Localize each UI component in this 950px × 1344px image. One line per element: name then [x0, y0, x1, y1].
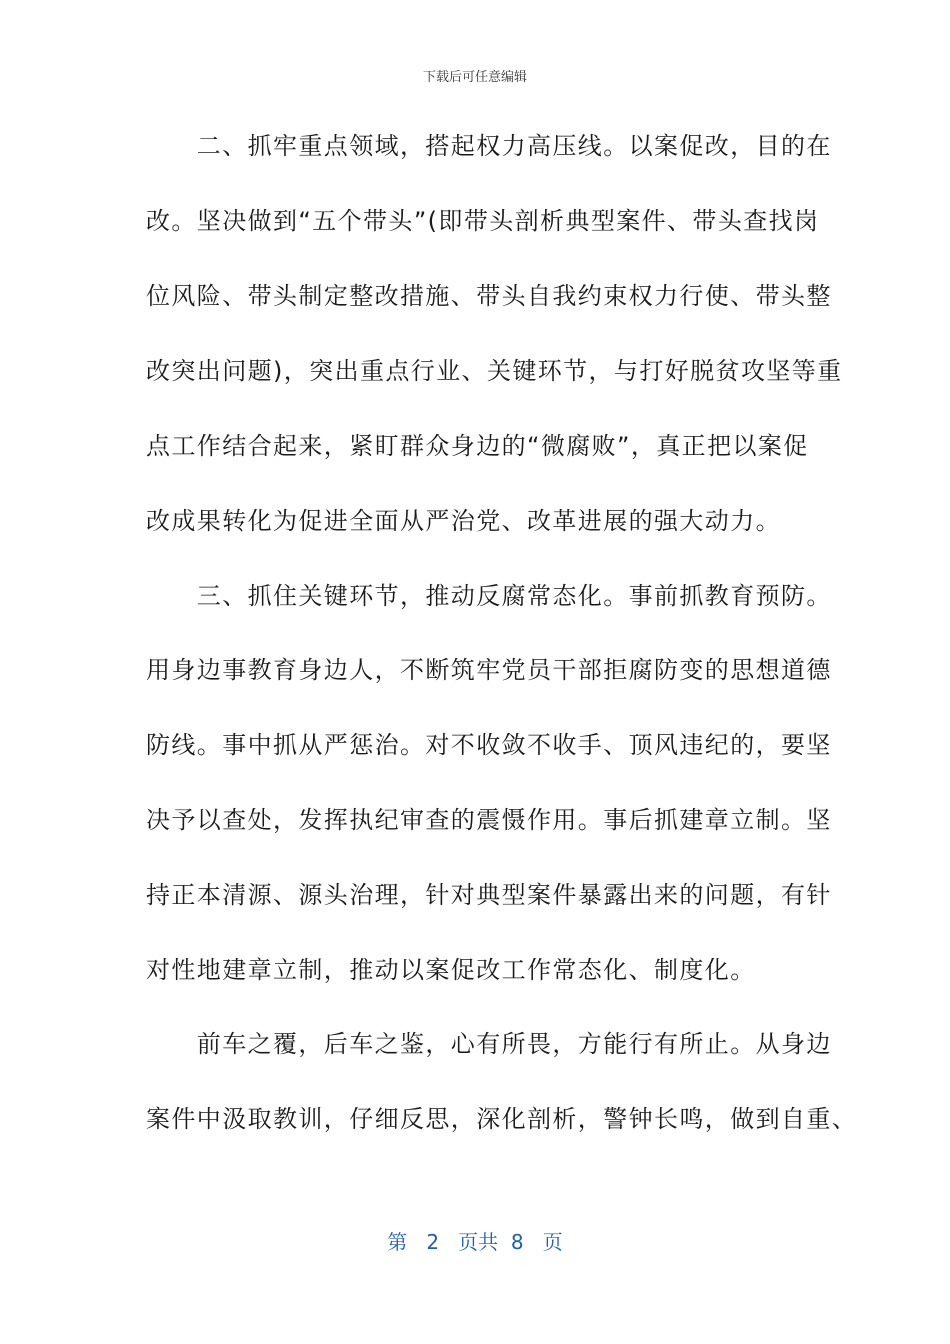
body-line: 点工作结合起来，紧盯群众身边的“微腐败”，真正把以案促	[146, 432, 809, 460]
body-line: 用身边事教育身边人，不断筑牢党员干部拒腐防变的思想道德	[146, 656, 832, 684]
body-line: 前车之覆，后车之鉴，心有所畏，方能行有所止。从身边	[146, 1030, 832, 1058]
current-page-number: 2	[426, 1230, 440, 1254]
page-header: 下载后可任意编辑	[422, 70, 527, 85]
body-line: 对性地建章立制，推动以案促改工作常态化、制度化。	[146, 956, 756, 984]
footer-middle: 页共	[458, 1230, 499, 1254]
body-line: 二、抓牢重点领域，搭起权力高压线。以案促改，目的在	[146, 132, 832, 160]
body-line: 改。坚决做到“五个带头”(即带头剖析典型案件、带头查找岗	[146, 207, 820, 235]
footer-suffix: 页	[542, 1230, 563, 1254]
body-line: 案件中汲取教训，仔细反思，深化剖析，警钟长鸣，做到自重、	[146, 1105, 858, 1133]
body-line: 改成果转化为促进全面从严治党、改革进展的强大动力。	[146, 507, 781, 535]
body-line: 位风险、带头制定整改措施、带头自我约束权力行使、带头整	[146, 282, 832, 310]
footer-prefix: 第	[387, 1230, 408, 1254]
body-line: 改突出问题)，突出重点行业、关键环节，与打好脱贫攻坚等重	[146, 357, 843, 385]
body-line: 三、抓住关键环节，推动反腐常态化。事前抓教育预防。	[146, 582, 832, 610]
body-line: 防线。事中抓从严惩治。对不收敛不收手、顶风违纪的，要坚	[146, 731, 832, 759]
body-line: 决予以查处，发挥执纪审查的震慑作用。事后抓建章立制。坚	[146, 806, 832, 834]
page-footer	[0, 1226, 950, 1255]
total-pages-number: 8	[510, 1230, 524, 1254]
body-line: 持正本清源、源头治理，针对典型案件暴露出来的问题，有针	[146, 881, 832, 909]
